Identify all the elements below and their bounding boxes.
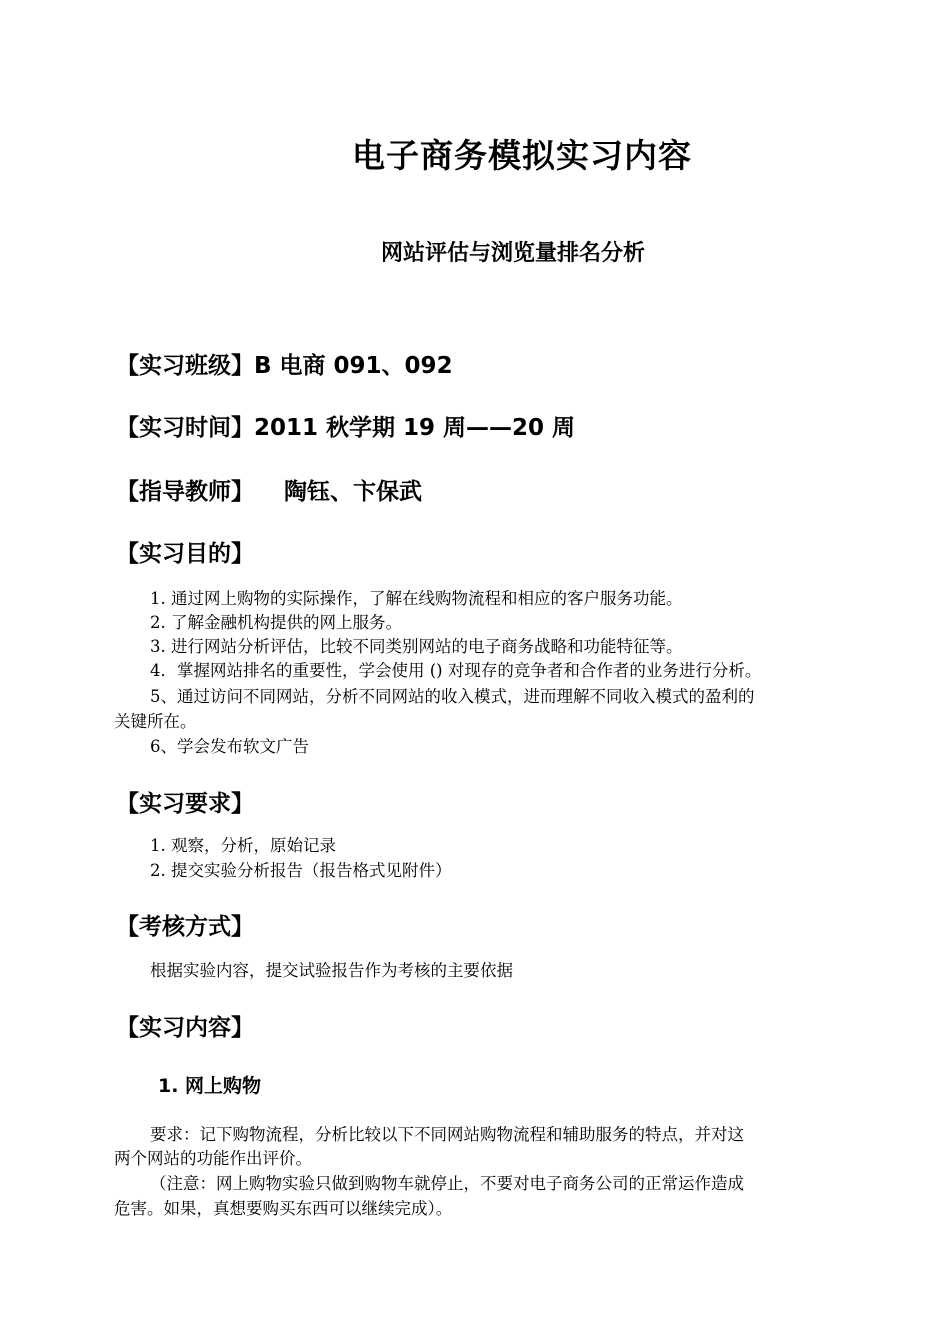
paragraph-line: 两个网站的功能作出评价。 xyxy=(114,1149,312,1168)
purpose-item: 3. 进行网站分析评估，比较不同类别网站的电子商务战略和功能特征等。 xyxy=(150,637,683,656)
time-info xyxy=(116,409,575,442)
content-heading: 【实习内容】 xyxy=(116,1015,254,1041)
paragraph-line: 危害。如果，真想要购买东西可以继续完成）。 xyxy=(114,1199,453,1218)
purpose-item: 2. 了解金融机构提供的网上服务。 xyxy=(150,613,402,632)
time-label: 【实习时间】 xyxy=(116,415,254,441)
purpose-item: 5、通过访问不同网站，分析不同网站的收入模式，进而理解不同收入模式的盈利的 xyxy=(150,687,755,706)
requirements-heading: 【实习要求】 xyxy=(116,791,254,817)
teacher-label: 【指导教师】 xyxy=(116,479,254,505)
class-label: 【实习班级】 xyxy=(116,353,254,379)
purpose-item: 关键所在。 xyxy=(114,712,197,731)
purpose-item: 6、学会发布软文广告 xyxy=(150,737,309,756)
section-title-online-shopping: 1. 网上购物 xyxy=(158,1075,262,1097)
purpose-item: 4．掌握网站排名的重要性，学会使用 () 对现存的竞争者和合作者的业务进行分析。 xyxy=(150,661,762,680)
paragraph-line: （注意：网上购物实验只做到购物车就停止，不要对电子商务公司的正常运作造成 xyxy=(150,1174,744,1193)
document-subtitle: 网站评估与浏览量排名分析 xyxy=(380,241,645,266)
purpose-heading: 【实习目的】 xyxy=(116,541,254,567)
class-info xyxy=(116,347,453,380)
assessment-text: 根据实验内容，提交试验报告作为考核的主要依据 xyxy=(150,961,513,980)
requirement-item: 2. 提交实验分析报告（报告格式见附件） xyxy=(150,861,452,880)
document-title: 电子商务模拟实习内容 xyxy=(352,136,692,175)
assessment-heading: 【考核方式】 xyxy=(116,914,254,940)
time-value: 2011 秋学期 19 周——20 周 xyxy=(254,415,576,441)
requirement-item: 1. 观察，分析，原始记录 xyxy=(150,836,336,855)
class-value: B 电商 091、092 xyxy=(254,353,453,379)
paragraph-line: 要求：记下购物流程，分析比较以下不同网站购物流程和辅助服务的特点，并对这 xyxy=(150,1125,744,1144)
purpose-item: 1. 通过网上购物的实际操作，了解在线购物流程和相应的客户服务功能。 xyxy=(150,589,683,608)
teacher-info xyxy=(116,473,422,506)
teacher-value: 陶钰、卞保武 xyxy=(284,479,422,505)
